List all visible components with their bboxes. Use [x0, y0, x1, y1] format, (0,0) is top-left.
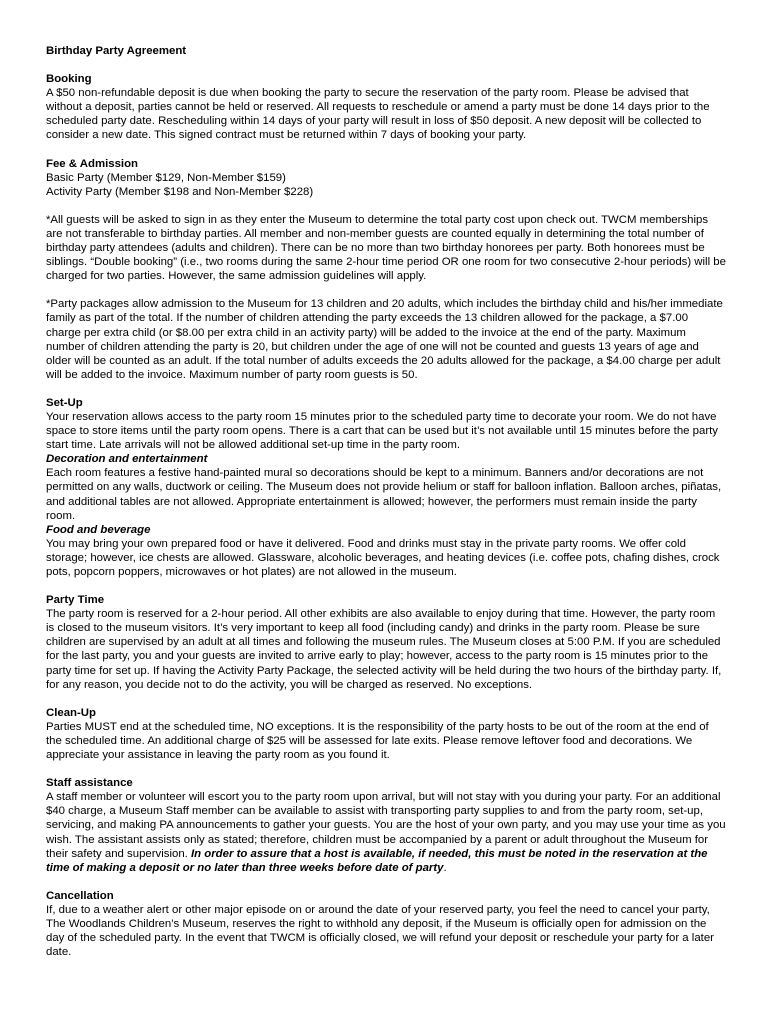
party-time-heading: Party Time — [46, 594, 105, 607]
booking-section — [46, 72, 726, 142]
activity-party-price: Activity Party (Member $198 and Non-Member $228) — [46, 185, 314, 198]
staff-end: . — [443, 861, 447, 874]
decoration-text: Each room features a festive hand-painted mural so decorations should be kept to a minimum. Banners and/or decorations are not permitted on any walls, ductwork or ceiling. The Museum does not provide helium or staff for balloon inflation. Balloon arches, piñatas, and additional tables are not allowed. Appropriate entertainment is allowed; however, the performers must remain inside the party room. — [46, 467, 722, 522]
setup-heading: Set-Up — [46, 396, 83, 409]
document-title: Birthday Party Agreement — [46, 45, 187, 57]
party-time-text: The party room is reserved for a 2-hour period. All other exhibits are also available to enjoy during that time. However, the party room is closed to the museum visitors. It’s very important to keep all food (including candy) and drinks in the party room. Please be sure children are supervised by an adult at all times and following the museum rules. The Museum closes at 5:00 P.M. If you are scheduled for the last party, you and your guests are invited to arrive early to play; however, access to the party room is 15 minutes prior to the party time for set up. If having the Activity Party Package, the selected activity will be held during the two hours of the birthday party. If, for any reason, you decide not to do the activity, you will be charged as reserved. No exceptions. — [46, 608, 722, 691]
basic-party-price: Basic Party (Member $129, Non-Member $159) — [46, 171, 286, 184]
staff-body: A staff member or volunteer will escort you to the party room upon arrival, but will not stay with you during your party. For an additional $40 charge, a Museum Staff member can be available to assist with transporting party supplies to and from the party room, set-up, servicing, and making PA announcements to gather your guests. You are the host of your own party, and you may use your time as you wish. The assistant assists only as stated; therefore, children must be accompanied by a parent or adult throughout the Museum for their safety and supervision. — [46, 791, 726, 860]
setup-text: Your reservation allows access to the party room 15 minutes prior to the scheduled party time to decorate your room. We do not have space to store items until the party room opens. There is a cart that can be used but it’s not available until 15 minutes before the party start time. Late arrivals will not be allowed additional set-up time in the party room. — [46, 410, 719, 452]
cancellation-section — [46, 889, 726, 959]
cancellation-text: If, due to a weather alert or other major episode on or around the date of your reserved party, you feel the need to cancel your party, The Woodlands Children’s Museum, reserves the right to withhold any deposit, if the Museum is officially open for admission on the day of the scheduled party. In the event that TWCM is officially closed, we will refund your deposit or reschedule your party for a later date. — [46, 903, 714, 959]
cancellation-heading: Cancellation — [46, 889, 114, 902]
food-text: You may bring your own prepared food or have it delivered. Food and drinks must stay in the private party rooms. We offer cold storage; however, ice chests are allowed. Glassware, alcoholic beverages, and heating devices (i.e. coffee pots, chafing dishes, crock pots, popcorn poppers, microwaves or hot plates) are not allowed in the museum. — [46, 537, 720, 578]
cleanup-heading: Clean-Up — [46, 706, 96, 719]
fee-note-packages: *Party packages allow admission to the Museum for 13 children and 20 adults, which includes the birthday child and his/her immediate family as part of the total. If the number of children attending the party exceeds the 13 children allowed for the package, a $7.00 charge per extra child (or $8.00 per extra child in an activity party) will be added to the invoice at the end of the party. Maximum number of children attending the party is 20, but children under the age of one will not be counted and guests 13 years of age and older will be counted as an adult. If the total number of adults exceeds the 20 adults allowed for the package, a $4.00 charge per adult will be added to the invoice. Maximum number of party room guests is 50. — [46, 298, 723, 381]
setup-section — [46, 396, 726, 579]
fee-note-guests: *All guests will be asked to sign in as they enter the Museum to determine the total party cost upon check out. TWCM memberships are not transferable to birthday parties. All member and non-member guests are counted equally in determining the total number of birthday party attendees (adults and children). There can be no more than two birthday honorees per party. Both honorees must be siblings. “Double booking” (i.e., two rooms during the same 2-hour time period OR one room for two consecutive 2-hour periods) will be charged for two parties. However, the same admission guidelines will apply. — [46, 213, 726, 283]
cleanup-section — [46, 706, 726, 762]
booking-text: A $50 non-refundable deposit is due when booking the party to secure the reservation of the party room. Please be advised that without a deposit, parties cannot be held or reserved. All requests to reschedule or amend a party must be done 14 days prior to the scheduled party date. Rescheduling within 14 days of your party will result in loss of $50 deposit. A new deposit will be collected to consider a new date. This signed contract must be returned within 7 days of booking your party. — [46, 87, 710, 142]
food-heading: Food and beverage — [46, 523, 151, 536]
staff-emphasis: In order to assure that a host is available, if needed, this must be noted in the reservation at the time of making a deposit or no later than three weeks before date of party — [46, 847, 708, 874]
staff-text — [46, 790, 726, 875]
fee-section — [46, 157, 726, 382]
party-time-section — [46, 593, 726, 692]
booking-heading: Booking — [46, 73, 92, 86]
cleanup-text: Parties MUST end at the scheduled time, NO exceptions. It is the responsibility of the party hosts to be out of the room at the end of the scheduled time. An additional charge of $25 will be assessed for late exits. Please remove leftover food and decorations. We appreciate your assistance in leaving the party room as you found it. — [46, 720, 709, 762]
staff-heading: Staff assistance — [46, 777, 133, 790]
staff-section — [46, 776, 726, 875]
fee-heading: Fee & Admission — [46, 157, 138, 170]
decoration-heading: Decoration and entertainment — [46, 453, 208, 466]
